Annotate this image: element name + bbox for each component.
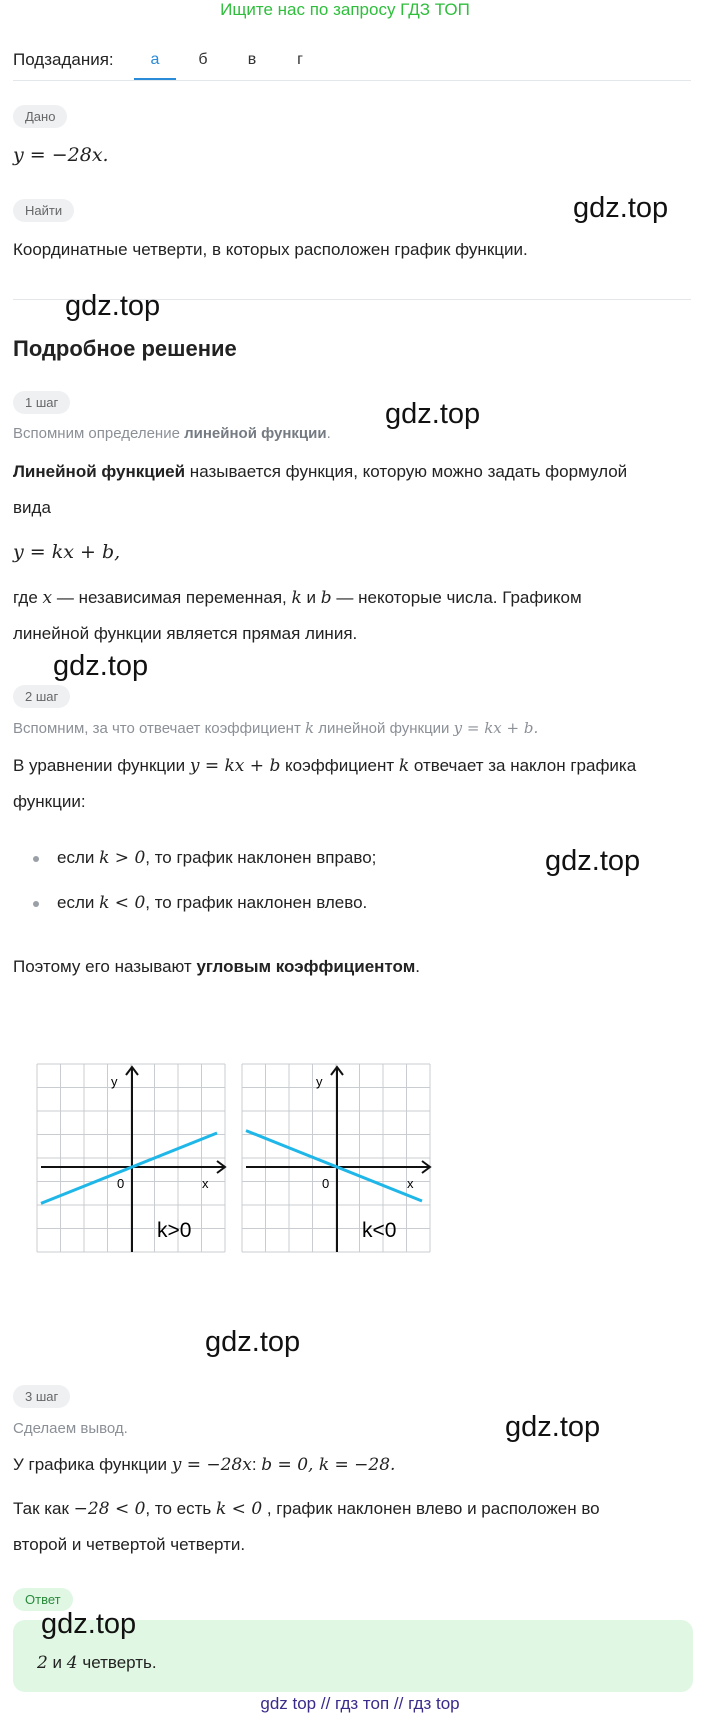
watermark: gdz.top bbox=[385, 398, 481, 430]
step1-explanation: где x — независимая переменная, k и b — некоторые числа. Графиком bbox=[13, 588, 582, 608]
step3-hint: Сделаем вывод. bbox=[13, 1420, 128, 1437]
graph-line bbox=[41, 1133, 217, 1203]
watermark: gdz.top bbox=[205, 1326, 301, 1358]
step2-hint: Вспомним, за что отвечает коэффициент k линейной функции y = kx + b. bbox=[13, 719, 539, 737]
watermark: gdz.top bbox=[573, 192, 669, 224]
step1-explanation-line2: линейной функции является прямая линия. bbox=[13, 624, 358, 643]
answer-text: 2 и 4 четверть. bbox=[37, 1653, 157, 1673]
given-pill: Дано bbox=[13, 105, 67, 128]
subtasks-label: Подзадания: bbox=[13, 50, 114, 69]
footer-links bbox=[0, 1694, 720, 1714]
watermark: gdz.top bbox=[505, 1411, 601, 1443]
solution-title: Подробное решение bbox=[13, 336, 237, 361]
step3-line2: Так как −28 < 0, то есть k < 0 , график наклонен влево и расположен во bbox=[13, 1499, 600, 1519]
graph-k-positive bbox=[37, 1064, 225, 1252]
step2-pill: 2 шаг bbox=[13, 685, 70, 708]
find-text: Координатные четверти, в которых расположен график функции. bbox=[13, 240, 528, 259]
bullet-k-positive: если k > 0, то график наклонен вправо; bbox=[33, 848, 376, 868]
x-axis-label: x bbox=[202, 1176, 209, 1191]
x-axis-label: x bbox=[407, 1176, 414, 1191]
step1-definition-line2: вида bbox=[13, 498, 51, 517]
origin-label: 0 bbox=[322, 1176, 330, 1191]
divider bbox=[13, 80, 691, 81]
watermark: gdz.top bbox=[41, 1608, 137, 1640]
origin-label: 0 bbox=[117, 1176, 125, 1191]
watermark: gdz.top bbox=[545, 845, 641, 877]
tab-g[interactable]: г bbox=[297, 51, 303, 68]
tab-a[interactable]: а bbox=[150, 51, 160, 68]
graph-label: k>0 bbox=[157, 1219, 192, 1242]
given-formula: y = −28x. bbox=[13, 144, 109, 166]
promo-banner: Ищите нас по запросу ГДЗ ТОП bbox=[220, 0, 470, 19]
footer-link-gdz-top[interactable]: gdz top bbox=[260, 1694, 317, 1713]
step2-line1: В уравнении функции y = kx + b коэффициент k отвечает за наклон графика bbox=[13, 756, 637, 776]
slope-graphs bbox=[30, 1050, 440, 1260]
bullet-k-negative: если k < 0, то график наклонен влево. bbox=[33, 893, 367, 913]
tab-v[interactable]: в bbox=[247, 51, 257, 68]
step1-formula: y = kx + b, bbox=[13, 541, 121, 563]
step3-pill: 3 шаг bbox=[13, 1385, 70, 1408]
step2-line2: функции: bbox=[13, 792, 86, 811]
watermark: gdz.top bbox=[53, 650, 149, 682]
find-pill: Найти bbox=[13, 199, 74, 222]
y-axis-label: y bbox=[111, 1074, 118, 1089]
footer-link-gdz-top-mixed[interactable]: гдз top bbox=[408, 1694, 460, 1713]
footer-separator: // bbox=[393, 1694, 404, 1713]
graph-k-negative bbox=[242, 1064, 430, 1252]
tab-b[interactable]: б bbox=[198, 51, 208, 68]
y-axis-label: y bbox=[316, 1074, 323, 1089]
graph-label: k<0 bbox=[362, 1219, 397, 1242]
watermark: gdz.top bbox=[65, 290, 161, 322]
graph-line bbox=[246, 1131, 422, 1201]
step1-hint: Вспомним определение линейной функции. bbox=[13, 425, 331, 442]
footer-separator: // bbox=[320, 1694, 331, 1713]
step1-definition: Линейной функцией называется функция, которую можно задать формулой bbox=[13, 462, 628, 481]
answer-pill: Ответ bbox=[13, 1588, 73, 1611]
step2-conclusion: Поэтому его называют угловым коэффициентом. bbox=[13, 957, 421, 976]
step3-line1: У графика функции y = −28x: b = 0, k = −28. bbox=[13, 1455, 396, 1475]
step1-pill: 1 шаг bbox=[13, 391, 70, 414]
footer-link-gdz-top-ru[interactable]: гдз топ bbox=[335, 1694, 390, 1713]
step3-line3: второй и четвертой четверти. bbox=[13, 1535, 246, 1554]
